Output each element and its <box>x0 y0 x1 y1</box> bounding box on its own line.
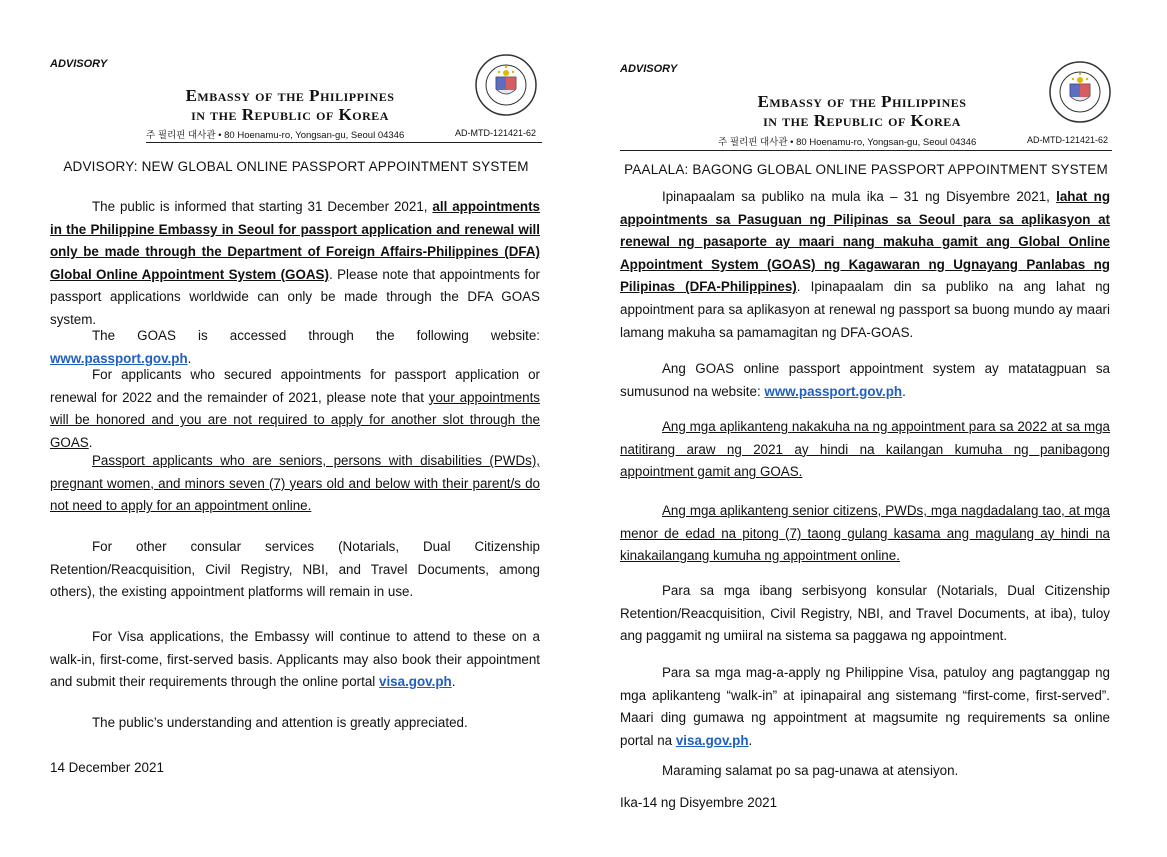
passport-website-link[interactable]: www.passport.gov.ph <box>764 383 903 399</box>
embassy-address: 주 필리핀 대사관 • 80 Hoenamu-ro, Yongsan-gu, Seoul 04346 <box>146 130 405 141</box>
paragraph-1 <box>620 186 1110 344</box>
p6-text-c: . <box>451 674 456 690</box>
paragraph-6 <box>50 626 540 694</box>
embassy-name-line2: in the Republic of Korea <box>763 111 961 130</box>
advisory-heading: PAALALA: BAGONG GLOBAL ONLINE PASSPORT APPOINTMENT SYSTEM <box>624 162 1108 177</box>
paragraph-3 <box>620 416 1110 484</box>
p2-text-c: . <box>902 383 906 399</box>
document-code: AD-MTD-121421-62 <box>455 128 537 138</box>
p3-text-c: . <box>88 434 93 450</box>
p6-text-a: Para sa mga mag-a-apply ng Philippine Visa, patuloy ang pagtanggap ng mga aplikanteng “walk-in” at ipinapairal ang sistemang “first-come, first-served”. Maari ding gumawa ng appointment at magsumite ng requirements sa online portal na <box>620 665 1110 748</box>
header-rule <box>146 142 542 143</box>
paragraph-2 <box>620 358 1110 403</box>
p1-text-c: . Please note that appointments for passport applications worldwide can only be made through the DFA GOAS system. <box>50 266 540 327</box>
paragraph-5: For other consular services (Notarials, Dual Citizenship Retention/Reacquisition, Civil Registry, NBI, and Travel Documents, among others), the existing appointment platforms will remain in use. <box>50 539 540 600</box>
embassy-name-line1: Embassy of the Philippines <box>757 92 967 111</box>
visa-portal-link[interactable]: visa.gov.ph <box>379 674 452 690</box>
visa-portal-link[interactable]: visa.gov.ph <box>675 732 749 748</box>
paragraph-7: The public’s understanding and attention is greatly appreciated. <box>92 715 468 730</box>
p6-text-c: . <box>748 732 753 748</box>
p1-text-a: The public is informed that starting 31 December 2021, <box>92 199 433 214</box>
paragraph-4 <box>620 500 1110 568</box>
p1-text-c: . Ipinapaalam din sa publiko na ang lahat ng appointment para sa aplikasyon at renewal ng passport sa buong mundo ay maari lamang makuha sa pamamagitan ng DFA-GOAS. <box>620 279 1111 340</box>
p4-text-underlined: Ang mga aplikanteng senior citizens, PWDs, mga nagdadalang tao, at mga menor de edad na pitong (7) taong gulang kasama ang magulang ay hindi na kinakailangang kumuha ng appointment online. <box>620 503 1110 564</box>
embassy-address: 주 필리핀 대사관 • 80 Hoenamu-ro, Yongsan-gu, Seoul 04346 <box>718 137 977 148</box>
p1-text-underlined: lahat ng appointments sa Pasuguan ng Pilipinas sa Seoul para sa aplikasyon at renewal ng pasaporte ay maari nang makuha gamit ang Global Online Appointment System (GOAS) ng Kagawaran ng Ugnayang Panlabas ng Pilipinas (DFA-Philippines) <box>620 189 1110 295</box>
paragraph-4 <box>50 450 540 518</box>
p2-text-c: . <box>187 350 192 366</box>
advisory-label: ADVISORY <box>620 63 678 75</box>
embassy-seal-icon <box>1048 60 1112 124</box>
p1-text-underlined: all appointments in the Philippine Embassy in Seoul for passport application and renewal will only be made through the Department of Foreign Affairs-Philippines (DFA) Global Online Appointment System (GOAS) <box>50 199 540 282</box>
p3-text-underlined: Ang mga aplikanteng nakakuha na ng appointment para sa 2022 at sa mga natitirang araw ng 2021 ay hindi na kailangan kumuha ng panibagong appointment gamit ang GOAS. <box>620 419 1110 480</box>
p2-text-a: The GOAS is accessed through the following website: <box>92 328 540 343</box>
p3-text-underlined: your appointments will be honored and you are not required to apply for another slot through the GOAS <box>50 389 540 450</box>
embassy-name <box>140 86 440 124</box>
paragraph-6 <box>620 662 1110 752</box>
paragraph-7: Maraming salamat po sa pag-unawa at atensiyon. <box>662 763 959 778</box>
paragraph-5: Para sa mga ibang serbisyong konsular (Notarials, Dual Citizenship Retention/Reacquisition, Civil Registry, NBI, and Travel Documents, at iba), tuloy ang paggamit ng umiiral na sistema sa paggawa ng appointment. <box>620 583 1110 644</box>
embassy-seal-icon <box>474 53 538 117</box>
advisory-date: Ika-14 ng Disyembre 2021 <box>620 795 778 810</box>
embassy-name-line1: Embassy of the Philippines <box>185 86 395 105</box>
p3-text-a: For applicants who secured appointments for passport application or renewal for 2022 and the remainder of 2021, please note that <box>50 367 540 405</box>
advisory-date: 14 December 2021 <box>50 760 164 775</box>
p4-text-underlined: Passport applicants who are seniors, persons with disabilities (PWDs), pregnant women, and minors seven (7) years old and below with their parent/s do not need to apply for an appointment online. <box>50 453 540 514</box>
paragraph-3 <box>50 364 540 454</box>
embassy-name-line2: in the Republic of Korea <box>191 105 389 124</box>
document-code: AD-MTD-121421-62 <box>1027 135 1109 145</box>
header-rule <box>620 150 1112 151</box>
p6-text-a: For Visa applications, the Embassy will continue to attend to these on a walk-in, first-come, first-served basis. Applicants may also book their appointment and submit their requirements through the online portal <box>50 629 540 690</box>
advisory-heading: ADVISORY: NEW GLOBAL ONLINE PASSPORT APPOINTMENT SYSTEM <box>63 159 529 174</box>
p2-text-a: Ang GOAS online passport appointment system ay matatagpuan sa sumusunod na website: <box>620 361 1110 399</box>
passport-website-link[interactable]: www.passport.gov.ph <box>50 350 188 366</box>
embassy-name <box>712 92 1012 130</box>
p1-text-a: Ipinapaalam sa publiko na mula ika – 31 ng Disyembre 2021, <box>662 189 1057 204</box>
paragraph-1 <box>50 196 540 332</box>
advisory-label: ADVISORY <box>50 58 108 70</box>
